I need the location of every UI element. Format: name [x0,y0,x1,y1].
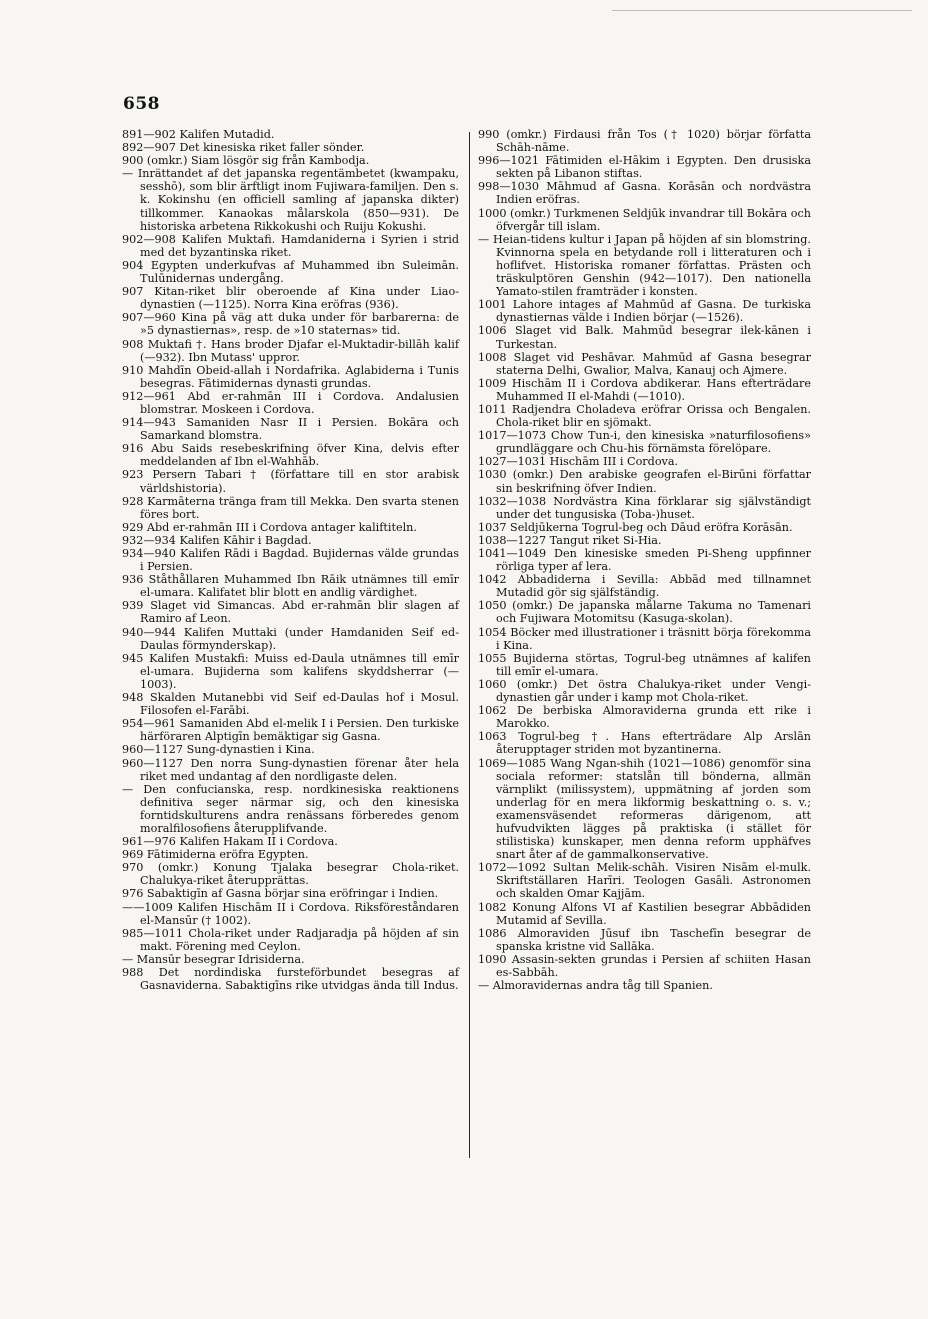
chronology-entry: 1037 Seldjūkerna Togrul-beg och Dāud eröfra Korāsān. [478,520,793,534]
chronology-entry: 960—1127 Den norra Sung-dynastien förenar åter hela riket med undantag af den nordligaste delen. [122,756,459,783]
chronology-entry: 976 Sabaktigīn af Gasna börjar sina eröfringar i Indien. [122,887,439,901]
right-column [478,128,811,992]
chronology-entry: 910 Mahdīn Obeid-allah i Nordafrika. Aglabiderna i Tunis besegras. Fātimidernas dynasti grundas. [122,363,459,390]
chronology-entry: 932—934 Kalifen Kāhir i Bagdad. [122,533,312,547]
chronology-entry: 954—961 Samaniden Abd el-melik I i Persien. Den turkiske härföraren Alptigīn bemäktigar sig Gasna. [122,717,459,744]
chronology-entry: 1069—1085 Wang Ngan-shih (1021—1086) genomför sina sociala reformer: statslån till bönderna, allmän värnplikt (milissystem), uppmätning af jorden som underlag för en mera likformig beskattning o. s. v.; examensväsendet reformeras därigenom, att hufvudvikten lägges på praktiska (i stället för stilistiska) kunskaper, men denna reform upphäfves snart åter af de gammalkonservative. [478,756,811,862]
chronology-entry: 1060 (omkr.) Det östra Chalukya-riket under Vengi-dynastien går under i kamp mot Chola-riket. [478,677,811,705]
chronology-entry: 1017—1073 Chow Tun-i, den kinesiska »naturfilosofiens» grundläggare och Chu-his förnämsta förelöpare. [478,429,811,456]
chronology-entry: 945 Kalifen Mustakfi: Muiss ed-Daula utnämnes till emīr el-umara. Bujiderna som kalifens skyddsherrar (—1003). [122,651,459,691]
chronology-entry: 908 Muktafi †. Hans broder Djafar el-Muktadir-billāh kalif (—932). Ibn Mutass' uppror. [122,337,459,364]
chronology-entry: 1006 Slaget vid Balk. Mahmūd besegrar ilek-kānen i Turkestan. [478,324,811,351]
chronology-entry: 934—940 Kalifen Rādi i Bagdad. Bujidernas välde grundas i Persien. [122,547,459,574]
page-number: 658 [123,94,160,114]
chronology-entry: 1009 Hischām II i Cordova abdikerar. Hans efterträdare Muhammed II el-Mahdi (—1010). [478,376,811,403]
scan-edge-line [612,10,912,11]
chronology-entry: 1055 Bujiderna störtas, Togrul-beg utnämnes af kalifen till emīr el-umara. [478,651,811,678]
chronology-entry: 1042 Abbadiderna i Sevilla: Abbād med tillnamnet Mutadid gör sig själfständig. [478,573,811,600]
chronology-entry: 1027—1031 Hischām III i Cordova. [478,455,679,469]
chronology-entry: 1090 Assasin-sekten grundas i Persien af schiiten Hasan es-Sabbāh. [478,952,811,979]
chronology-entry: 1063 Togrul-beg †. Hans efterträdare Alp Arslān återupptager striden mot byzantinerna. [478,730,811,757]
chronology-entry: 985—1011 Chola-riket under Radjaradja på höjden af sin makt. Förening med Ceylon. [122,926,459,953]
chronology-entry: 1011 Radjendra Choladeva eröfrar Orissa och Bengalen. Chola-riket blir en sjömakt. [478,402,811,430]
chronology-entry: 904 Egypten underkufvas af Muhammed ibn Suleimān. Tulūnidernas undergång. [122,258,459,286]
chronology-entry: 1038—1227 Tangut riket Si-Hia. [478,533,662,547]
chronology-entry: 940—944 Kalifen Muttaki (under Hamdaniden Seif ed-Daulas förmynderskap). [122,625,459,652]
column-divider [469,132,470,1158]
chronology-entry: 970 (omkr.) Konung Tjalaka besegrar Chola-riket. Chalukya-riket återupprättas. [122,861,459,888]
chronology-entry: 960—1127 Sung-dynastien i Kina. [122,743,315,757]
left-column [122,128,459,992]
chronology-entry: 1041—1049 Den kinesiske smeden Pi-Sheng uppfinner rörliga typer af lera. [478,547,811,574]
chronology-entry: 1086 Almoraviden Jūsuf ibn Taschefīn besegrar de spanska kristne vid Sallāka. [478,926,811,953]
chronology-entry: ——1009 Kalifen Hischām II i Cordova. Riksföreståndaren el-Mansūr († 1002). [122,900,459,927]
chronology-entry: 996—1021 Fātimiden el-Hākim i Egypten. Den drusiska sekten på Libanon stiftas. [478,154,811,181]
chronology-entry: — Mansūr besegrar Idrisiderna. [122,952,305,966]
chronology-entry: 907—960 Kina på väg att duka under för barbarerna: de »5 dynastiernas», resp. de »10 staternas» tid. [122,311,459,338]
chronology-entry: 936 Ståthållaren Muhammed Ibn Rāik utnämnes till emīr el-umara. Kalifatet blir blott en andlig värdighet. [122,573,459,600]
chronology-entry: 961—976 Kalifen Hakam II i Cordova. [122,835,338,849]
chronology-entry: — Den confucianska, resp. nordkinesiska reaktionens definitiva seger närmar sig, och den kinesiska forntidskulturens andra renässans förberedes genom moralfilosofiens återupplifvande. [122,782,459,835]
chronology-entry: 1050 (omkr.) De japanska målarne Takuma no Tamenari och Fujiwara Motomitsu (Kasuga-skolan). [478,599,811,626]
chronology-entry: 929 Abd er-rahmān III i Cordova antager kaliftiteln. [122,520,417,534]
chronology-entry: — Heian-tidens kultur i Japan på höjden af sin blomstring. Kvinnorna spela en betydande roll i litteraturen och i hoflifvet. Historiska romaner författas. Prästen och träskulptören Genshin (942—1017). Den nationella Yamato-stilen framträder i konsten. [478,232,811,299]
chronology-entry: 923 Persern Tabari † (författare till en stor arabisk världshistoria). [122,468,459,495]
chronology-entry: 916 Abu Saids resebeskrifning öfver Kina, delvis efter meddelanden af Ibn el-Wahhāb. [122,442,459,469]
chronology-entry: — Almoravidernas andra tåg till Spanien. [478,979,713,993]
chronology-entry: 1001 Lahore intages af Mahmūd af Gasna. De turkiska dynastiernas välde i Indien börjar (—1526). [478,298,811,325]
chronology-entry: 1008 Slaget vid Peshāvar. Mahmūd af Gasna besegrar staterna Delhi, Gwalior, Malva, Kanauj och Ajmere. [478,350,811,377]
chronology-entry: 939 Slaget vid Simancas. Abd er-rahmān blir slagen af Ramiro af Leon. [122,599,459,626]
chronology-entry: 1072—1092 Sultan Melik-schāh. Visiren Nisām el-mulk. Skriftställaren Harīri. Teologen Gasāli. Astronomen och skalden Omar Kajjām. [478,861,811,901]
chronology-entry: 990 (omkr.) Firdausi från Tos († 1020) börjar författa Schāh-nāme. [478,128,811,155]
chronology-entry: 900 (omkr.) Siam lösgör sig från Kambodja. [122,154,370,168]
chronology-entry: 914—943 Samaniden Nasr II i Persien. Bokāra och Samarkand blomstra. [122,416,459,443]
chronology-entry: 912—961 Abd er-rahmān III i Cordova. Andalusien blomstrar. Moskeen i Cordova. [122,389,459,416]
chronology-entry: 902—908 Kalifen Muktafi. Hamdaniderna i Syrien i strid med det byzantinska riket. [122,232,459,259]
chronology-entry: 998—1030 Māhmud af Gasna. Korāsān och nordvästra Indien eröfras. [478,180,811,207]
chronology-entry: 892—907 Det kinesiska riket faller sönder. [122,141,365,155]
chronology-entry: 1032—1038 Nordvästra Kina förklarar sig självständigt under det tungusiska (Toba-)huset. [478,494,811,521]
chronology-entry: 928 Karmāterna tränga fram till Mekka. Den svarta stenen föres bort. [122,494,459,521]
chronology-entry: 988 Det nordindiska fursteförbundet besegras af Gasnaviderna. Sabaktigīns rike utvidgas ända till Indus. [122,966,459,993]
chronology-entry: 907 Kitan-riket blir oberoende af Kina under Liao-dynastien (—1125). Norra Kina eröfras (936). [122,285,459,312]
chronology-entry: 969 Fātimiderna eröfra Egypten. [122,848,309,862]
chronology-entry: 1082 Konung Alfons VI af Kastilien besegrar Abbādiden Mutamid af Sevilla. [478,900,811,927]
chronology-entry: 1000 (omkr.) Turkmenen Seldjūk invandrar till Bokāra och öfvergår till islam. [478,206,811,233]
chronology-entry: 1054 Böcker med illustrationer i träsnitt börja förekomma i Kina. [478,625,811,652]
chronology-entry: 1062 De berbiska Almoraviderna grunda ett rike i Marokko. [478,704,811,731]
chronology-entry: 948 Skalden Mutanebbi vid Seif ed-Daulas hof i Mosul. Filosofen el-Farābi. [122,691,459,718]
chronology-entry: 1030 (omkr.) Den arabiske geografen el-Birūni författar sin beskrifning öfver Indien. [478,468,811,495]
chronology-entry: 891—902 Kalifen Mutadid. [122,128,275,141]
chronology-entry: — Inrättandet af det japanska regentämbetet (kwampaku, sesshō), som blir ärftligt inom Fujiwara-familjen. Den s. k. Kokinshu (en officiell samling af japanska dikter) tillkommer. Kanaokas målarskola (850—931). De historiska arbetena Rikkokushi och Ruiju Kokushi. [122,167,459,233]
